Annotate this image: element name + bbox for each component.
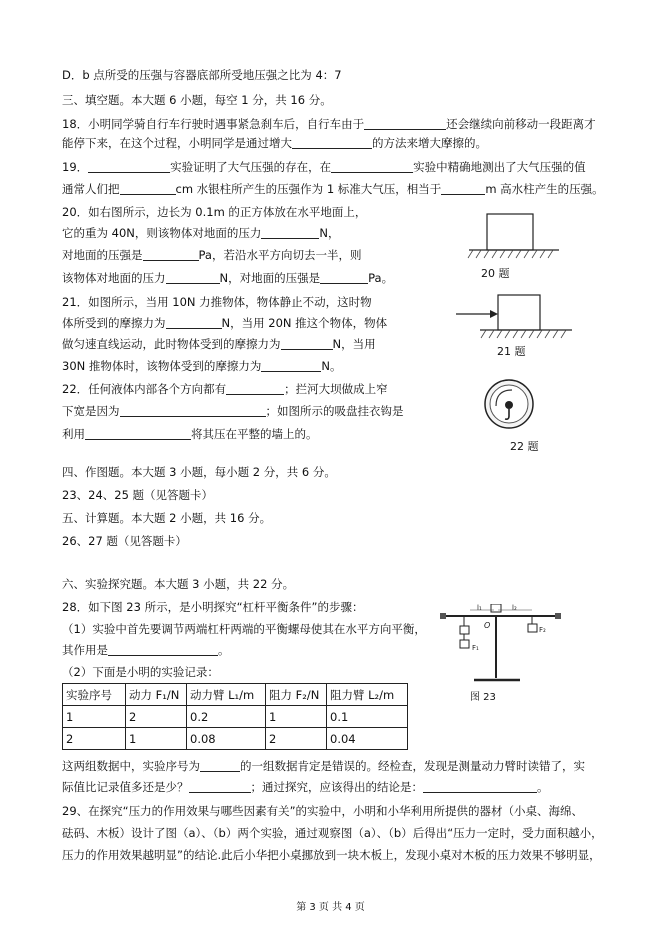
q21-line-3: 做匀速直线运动，此时物体受到的摩擦力为 N，当用 bbox=[62, 337, 376, 351]
blank bbox=[320, 271, 368, 284]
section-6-heading: 六、实验探究题。本大题 3 小题，共 22 分。 bbox=[62, 577, 295, 591]
section-5-heading: 五、计算题。本大题 2 小题，共 16 分。 bbox=[62, 511, 272, 525]
q18-line-2: 能停下来，在这个过程，小明同学是通过增大 的方法来增大摩擦的。 bbox=[62, 136, 487, 150]
blank bbox=[166, 316, 222, 329]
q22-line-1: 22．任何液体内部各个方向都有 ；拦河大坝做成上窄 bbox=[62, 382, 388, 396]
blank bbox=[281, 337, 333, 350]
q19-line-1: 19． 实验证明了大气压强的存在，在 实验中精确地测出了大气压强的值 bbox=[62, 160, 586, 174]
figure-22-caption: 22 题 bbox=[510, 440, 539, 453]
table-cell: 2 bbox=[126, 706, 187, 728]
q18-line-1: 18．小明同学骑自行车行驶时遇事紧急刹车后，自行车由于 还会继续向前移动一段距离才 bbox=[62, 117, 596, 131]
q22-line-2: 下宽是因为 ；如图所示的吸盘挂衣钩是 bbox=[62, 404, 404, 418]
table-cell: 0.1 bbox=[327, 706, 408, 728]
lever-l2-label: l₂ bbox=[512, 604, 517, 612]
table-header: 实验序号 bbox=[63, 684, 126, 706]
lever-f1-label: F₁ bbox=[472, 644, 479, 652]
table-cell: 1 bbox=[126, 728, 187, 750]
blank bbox=[364, 117, 446, 130]
q19-line-2: 通常人们把 cm 水银柱所产生的压强作为 1 标准大气压，相当于 m 高水柱产生的压强。 bbox=[62, 182, 604, 196]
figure-23-caption: 图 23 bbox=[470, 692, 496, 703]
q28-line-1: 28．如下图 23 所示，是小明探究“杠杆平衡条件”的步骤： bbox=[62, 600, 364, 614]
blank bbox=[200, 759, 240, 772]
table-header: 动力 F₁/N bbox=[126, 684, 187, 706]
experiment-record-table bbox=[62, 683, 408, 750]
figure-21-caption: 21 题 bbox=[497, 345, 526, 358]
table-row bbox=[63, 728, 408, 750]
blank bbox=[441, 182, 485, 195]
q28-line-2: （1）实验中首先要调节两端杠杆两端的平衡螺母使其在水平方向平衡， bbox=[62, 622, 426, 636]
blank bbox=[88, 160, 170, 173]
q28-line-4: （2）下面是小明的实验记录： bbox=[62, 665, 219, 679]
section-5-note: 26、27 题（见答题卡） bbox=[62, 534, 187, 548]
q20-line-2: 它的重为 40N，则该物体对地面的压力 N， bbox=[62, 226, 340, 240]
q29-line-1: 29、在探究“压力的作用效果与哪些因素有关”的实验中，小明和小华利用所提供的器材（小桌、海绵、 bbox=[62, 804, 584, 818]
table-header-row bbox=[63, 684, 408, 706]
q28-line-6: 际值比记录值多还是少？ ；通过探究，应该得出的结论是： 。 bbox=[62, 780, 549, 794]
table-header: 阻力 F₂/N bbox=[266, 684, 327, 706]
figure-20-caption: 20 题 bbox=[481, 267, 510, 280]
table-cell: 1 bbox=[266, 706, 327, 728]
table-cell: 2 bbox=[63, 728, 126, 750]
q21-line-4: 30N 推物体时，该物体受到的摩擦力为 N。 bbox=[62, 359, 342, 373]
blank bbox=[261, 359, 321, 372]
section-4-note: 23、24、25 题（见答题卡） bbox=[62, 488, 214, 502]
lever-pivot-label: O bbox=[484, 621, 491, 630]
table-cell: 0.08 bbox=[187, 728, 266, 750]
table-row bbox=[63, 706, 408, 728]
blank bbox=[261, 226, 319, 239]
blank bbox=[120, 404, 266, 417]
table-header: 阻力臂 L₂/m bbox=[327, 684, 408, 706]
figure-21-push-diagram bbox=[450, 290, 575, 342]
q21-line-1: 21．如图所示，当用 10N 力推物体，物体静止不动，这时物 bbox=[62, 295, 372, 309]
section-4-heading: 四、作图题。本大题 3 小题，每小题 2 分，共 6 分。 bbox=[62, 465, 336, 479]
blank bbox=[166, 271, 220, 284]
q28-line-3: 其作用是 。 bbox=[62, 643, 230, 657]
blank bbox=[423, 780, 537, 793]
blank bbox=[108, 643, 218, 656]
q29-line-3: 压力的作用效果越明显”的结论.此后小华把小桌挪放到一块木板上，发现小桌对木板的压力效果不够明显， bbox=[62, 848, 601, 862]
blank bbox=[226, 382, 284, 395]
lever-f2-label: F₂ bbox=[539, 626, 546, 634]
q29-line-2: 砝码、木板）设计了图（a）、（b）两个实验，通过观察图（a）、（b）后得出“压力一定时，受力面积越小， bbox=[62, 826, 603, 840]
q20-line-1: 20．如右图所示，边长为 0.1m 的正方体放在水平地面上， bbox=[62, 205, 367, 219]
section-3-heading: 三、填空题。本大题 6 小题，每空 1 分，共 16 分。 bbox=[62, 93, 332, 107]
lever-l1-label: l₁ bbox=[477, 604, 482, 612]
table-cell: 1 bbox=[63, 706, 126, 728]
table-cell: 2 bbox=[266, 728, 327, 750]
q22-line-3: 利用 将其压在平整的墙上的。 bbox=[62, 427, 318, 441]
table-cell: 0.04 bbox=[327, 728, 408, 750]
figure-23-lever-apparatus bbox=[440, 604, 565, 686]
figure-20-block-diagram bbox=[465, 208, 565, 264]
q28-line-5: 这两组数据中，实验序号为 的一组数据肯定是错误的。经检查，发现是测量动力臂时读错了，实 bbox=[62, 759, 585, 773]
blank bbox=[331, 160, 413, 173]
table-header: 动力臂 L₁/m bbox=[187, 684, 266, 706]
page-footer: 第 3 页 共 4 页 bbox=[296, 902, 365, 913]
table-cell: 0.2 bbox=[187, 706, 266, 728]
blank bbox=[292, 136, 372, 149]
q20-line-4: 该物体对地面的压力 N，对地面的压强是 Pa。 bbox=[62, 271, 394, 285]
blank bbox=[143, 248, 199, 261]
blank bbox=[189, 780, 251, 793]
blank bbox=[85, 427, 191, 440]
q21-line-2: 体所受到的摩擦力为 N，当用 20N 推这个物体，物体 bbox=[62, 316, 388, 330]
blank bbox=[120, 182, 176, 195]
q20-line-3: 对地面的压强是 Pa，若沿水平方向切去一半，则 bbox=[62, 248, 362, 262]
option-d: D．b 点所受的压强与容器底部所受地压强之比为 4：7 bbox=[62, 68, 342, 82]
figure-22-suction-hook bbox=[482, 376, 536, 432]
